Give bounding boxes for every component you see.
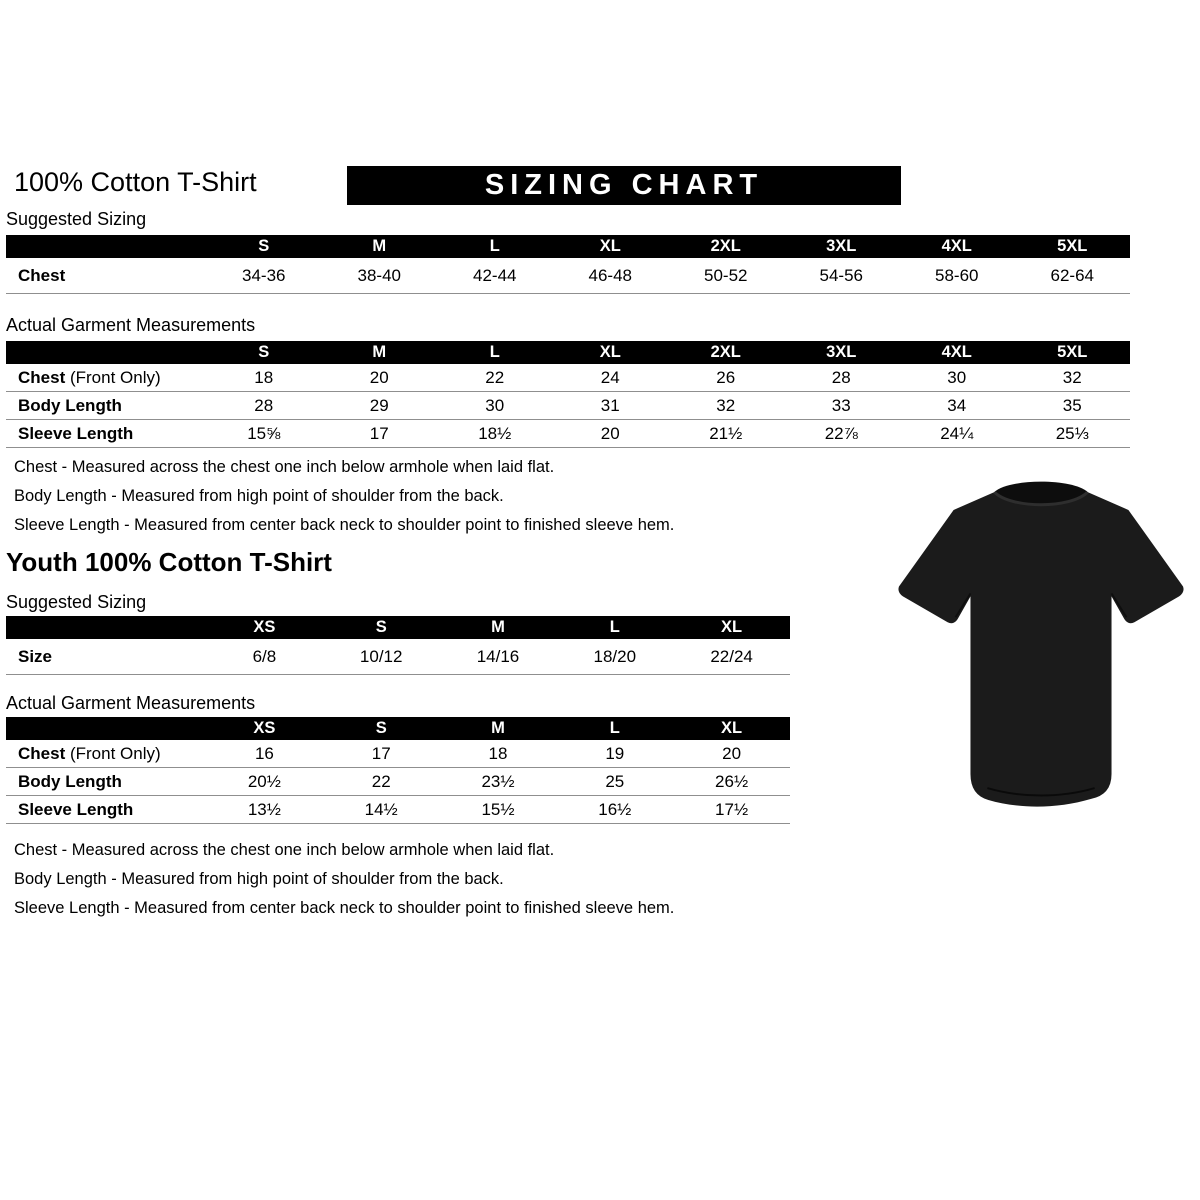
youth-title: Youth 100% Cotton T-Shirt xyxy=(6,547,332,577)
table-row xyxy=(6,768,790,796)
column-header: XS xyxy=(253,618,276,636)
table-cell: 34-36 xyxy=(242,265,286,285)
table-cell: 15⅝ xyxy=(247,423,281,443)
table-cell: 20½ xyxy=(247,771,281,791)
column-header: 5XL xyxy=(1057,237,1088,255)
adult-note-sleeve-length: Sleeve Length - Measured from center back neck to shoulder point to finished sleeve hem. xyxy=(14,516,675,534)
table-cell: 22 xyxy=(485,367,505,387)
row-label: Sleeve Length xyxy=(18,799,134,819)
column-header: M xyxy=(372,343,387,361)
table-cell: 46-48 xyxy=(588,265,632,285)
column-header: S xyxy=(258,343,270,361)
youth-suggested-label: Suggested Sizing xyxy=(6,592,147,612)
table-cell: 42-44 xyxy=(473,265,517,285)
adult-note-body-length: Body Length - Measured from high point of shoulder from the back. xyxy=(14,487,504,505)
table-cell: 50-52 xyxy=(704,265,748,285)
column-header: 3XL xyxy=(826,343,857,361)
column-header: L xyxy=(609,618,620,636)
table-cell: 16½ xyxy=(598,799,632,819)
table-header-row xyxy=(6,341,1130,364)
table-cell: 29 xyxy=(369,395,389,415)
table-cell: 28 xyxy=(254,395,274,415)
table-header-row xyxy=(6,235,1130,258)
adult-suggested-label: Suggested Sizing xyxy=(6,209,147,229)
column-header: L xyxy=(609,719,620,737)
table-cell: 23½ xyxy=(481,771,515,791)
table-cell: 30 xyxy=(485,395,505,415)
table-cell: 14½ xyxy=(364,799,398,819)
column-header: XS xyxy=(253,719,276,737)
table-row xyxy=(6,364,1130,392)
table-cell: 33 xyxy=(831,395,851,415)
sizing-chart-banner: SIZING CHART xyxy=(347,166,901,205)
column-header: 5XL xyxy=(1057,343,1088,361)
table-cell: 14/16 xyxy=(476,646,520,666)
table-cell: 16 xyxy=(254,743,274,763)
row-label: Body Length xyxy=(18,771,122,791)
table-cell: 25⅓ xyxy=(1055,423,1089,443)
column-header: 2XL xyxy=(710,343,741,361)
youth-note-chest: Chest - Measured across the chest one inch below armhole when laid flat. xyxy=(14,841,555,859)
adult-suggested-table xyxy=(6,235,1130,294)
tshirt-body-shape xyxy=(898,492,1183,807)
column-header: 2XL xyxy=(710,237,741,255)
table-cell: 18 xyxy=(254,367,274,387)
table-cell: 6/8 xyxy=(252,646,277,666)
youth-note-sleeve-length: Sleeve Length - Measured from center back neck to shoulder point to finished sleeve hem. xyxy=(14,899,675,917)
row-label: Body Length xyxy=(18,395,122,415)
row-label: Size xyxy=(18,646,53,666)
table-row xyxy=(6,740,790,768)
table-cell: 18/20 xyxy=(593,646,637,666)
youth-actual-label: Actual Garment Measurements xyxy=(6,693,256,713)
column-header: XL xyxy=(599,343,621,361)
column-header: 4XL xyxy=(941,237,972,255)
table-header-row xyxy=(6,717,790,740)
youth-notes xyxy=(14,842,794,929)
row-label: Sleeve Length xyxy=(18,423,134,443)
table-cell: 17 xyxy=(369,423,389,443)
youth-note-body-length: Body Length - Measured from high point of shoulder from the back. xyxy=(14,870,504,888)
table-cell: 24¼ xyxy=(940,423,974,443)
table-cell: 28 xyxy=(831,367,851,387)
column-header: M xyxy=(372,237,387,255)
adult-actual-table xyxy=(6,341,1130,448)
table-header-row xyxy=(6,616,790,639)
table-cell: 38-40 xyxy=(357,265,401,285)
column-header: XL xyxy=(599,237,621,255)
tshirt-graphic xyxy=(892,468,1190,836)
table-cell: 32 xyxy=(1062,367,1082,387)
table-cell: 30 xyxy=(947,367,967,387)
column-header: L xyxy=(489,343,500,361)
black-tshirt-image xyxy=(892,468,1190,836)
adult-note-chest: Chest - Measured across the chest one inch below armhole when laid flat. xyxy=(14,458,555,476)
column-header: XL xyxy=(721,618,743,636)
table-cell: 18 xyxy=(488,743,508,763)
column-header: 4XL xyxy=(941,343,972,361)
table-cell: 17½ xyxy=(715,799,749,819)
table-cell: 58-60 xyxy=(935,265,979,285)
table-cell: 10/12 xyxy=(359,646,403,666)
table-cell: 26½ xyxy=(715,771,749,791)
table-row xyxy=(6,639,790,675)
table-cell: 22⅞ xyxy=(824,423,858,443)
column-header: M xyxy=(491,719,505,737)
table-cell: 34 xyxy=(947,395,967,415)
table-row xyxy=(6,258,1130,294)
adult-notes xyxy=(14,459,794,546)
row-label: Chest (Front Only) xyxy=(18,367,161,387)
table-row xyxy=(6,392,1130,420)
youth-actual-table xyxy=(6,717,790,824)
column-header: L xyxy=(489,237,500,255)
table-cell: 21½ xyxy=(709,423,743,443)
table-cell: 20 xyxy=(369,367,389,387)
table-cell: 17 xyxy=(371,743,391,763)
adult-title: 100% Cotton T-Shirt xyxy=(14,167,257,197)
column-header: S xyxy=(375,618,387,636)
youth-suggested-table xyxy=(6,616,790,675)
row-label: Chest (Front Only) xyxy=(18,743,161,763)
table-cell: 13½ xyxy=(247,799,281,819)
column-header: 3XL xyxy=(826,237,857,255)
table-cell: 22/24 xyxy=(710,646,753,666)
table-cell: 25 xyxy=(605,771,625,791)
table-cell: 62-64 xyxy=(1050,265,1094,285)
table-cell: 24 xyxy=(600,367,620,387)
table-cell: 31 xyxy=(600,395,620,415)
adult-actual-label: Actual Garment Measurements xyxy=(6,315,256,335)
column-header: M xyxy=(491,618,505,636)
table-cell: 26 xyxy=(716,367,736,387)
column-header: XL xyxy=(721,719,743,737)
table-row xyxy=(6,420,1130,448)
table-row xyxy=(6,796,790,824)
table-cell: 22 xyxy=(371,771,391,791)
table-cell: 20 xyxy=(600,423,620,443)
column-header: S xyxy=(258,237,270,255)
table-cell: 35 xyxy=(1062,395,1082,415)
table-cell: 32 xyxy=(716,395,736,415)
table-cell: 19 xyxy=(605,743,625,763)
table-cell: 15½ xyxy=(481,799,515,819)
table-cell: 54-56 xyxy=(819,265,863,285)
row-label: Chest xyxy=(18,265,66,285)
table-cell: 20 xyxy=(722,743,742,763)
table-cell: 18½ xyxy=(478,423,512,443)
column-header: S xyxy=(375,719,387,737)
